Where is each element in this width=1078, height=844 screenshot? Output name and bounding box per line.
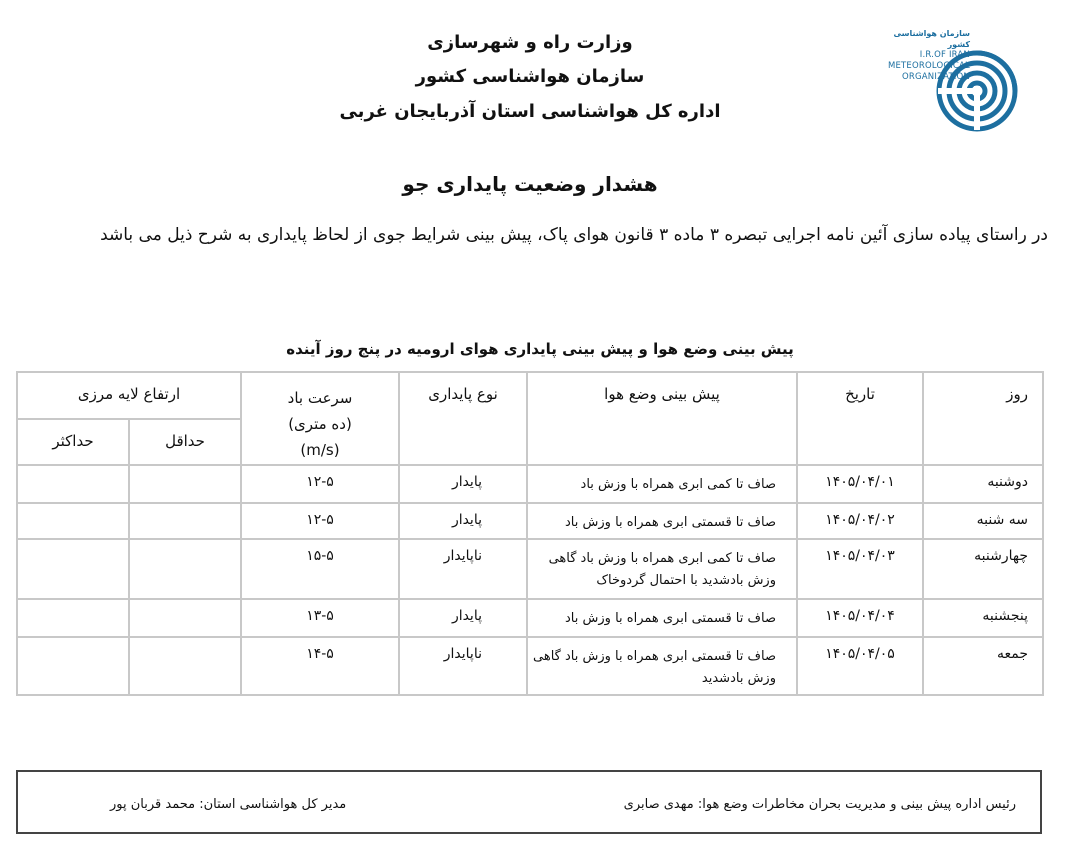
- header-forecast: پیش بینی وضع هوا: [527, 372, 797, 465]
- cell-date: ۱۴۰۵/۰۴/۰۵: [797, 637, 923, 695]
- cell-min: [129, 465, 241, 503]
- header-date: تاریخ: [797, 372, 923, 465]
- cell-date: ۱۴۰۵/۰۴/۰۴: [797, 599, 923, 637]
- logo-spiral-icon: [932, 46, 1022, 136]
- cell-day: دوشنبه: [923, 465, 1043, 503]
- document-title: هشدار وضعیت پایداری جو: [402, 172, 658, 196]
- provincial-office-name: اداره کل هواشناسی استان آذربایجان غربی: [339, 101, 721, 122]
- header-wind-speed: [241, 372, 399, 465]
- cell-date: ۱۴۰۵/۰۴/۰۳: [797, 539, 923, 599]
- cell-stability: ناپایدار: [399, 637, 527, 695]
- header-day: روز: [923, 372, 1043, 465]
- header-min: حداقل: [129, 419, 241, 466]
- cell-day: سه شنبه: [923, 503, 1043, 539]
- cell-day: پنجشنبه: [923, 599, 1043, 637]
- cell-date: ۱۴۰۵/۰۴/۰۱: [797, 465, 923, 503]
- cell-date: ۱۴۰۵/۰۴/۰۲: [797, 503, 923, 539]
- cell-wind: ۱۲-۵: [241, 503, 399, 539]
- cell-max: [17, 637, 129, 695]
- cell-forecast: صاف تا قسمتی ابری همراه با وزش باد: [527, 503, 797, 539]
- table-row: [17, 465, 1043, 503]
- cell-min: [129, 503, 241, 539]
- table-row: [17, 637, 1043, 695]
- cell-max: [17, 539, 129, 599]
- header-wind-line2: (ده متری): [288, 415, 352, 433]
- cell-wind: ۱۵-۵: [241, 539, 399, 599]
- logo-text-en3: ORGANIZATION: [902, 72, 970, 82]
- intro-paragraph: در راستای پیاده سازی آئین نامه اجرایی تبصره ۳ ماده ۳ قانون هوای پاک، پیش بینی شرایط جوی از لحاظ پایداری به شرح ذیل می باشد: [100, 225, 1048, 245]
- cell-min: [129, 539, 241, 599]
- cell-day: جمعه: [923, 637, 1043, 695]
- forecast-table: [16, 371, 1044, 696]
- header-wind-line3: (m/s): [300, 441, 340, 459]
- meteorological-organization-logo: [870, 22, 1020, 142]
- cell-forecast: صاف تا قسمتی ابری همراه با وزش باد: [527, 599, 797, 637]
- signature-box: [16, 770, 1042, 834]
- cell-stability: ناپایدار: [399, 539, 527, 599]
- header-stability: نوع پایداری: [399, 372, 527, 465]
- cell-wind: ۱۳-۵: [241, 599, 399, 637]
- cell-wind: ۱۴-۵: [241, 637, 399, 695]
- cell-min: [129, 599, 241, 637]
- cell-max: [17, 503, 129, 539]
- header-wind-line1: سرعت باد: [287, 389, 353, 407]
- cell-max: [17, 465, 129, 503]
- forecast-head-signature: رئیس اداره پیش بینی و مدیریت بحران مخاطرات وضع هوا: مهدی صابری: [623, 797, 1016, 812]
- header-boundary-layer: ارتفاع لایه مرزی: [17, 372, 241, 419]
- cell-forecast: صاف تا کمی ابری همراه با وزش باد: [527, 465, 797, 503]
- table-row: [17, 599, 1043, 637]
- logo-text-en2: METEOROLOGICAL: [887, 61, 970, 71]
- cell-min: [129, 637, 241, 695]
- table-row: [17, 503, 1043, 539]
- ministry-name: وزارت راه و شهرسازی: [427, 32, 633, 53]
- cell-forecast: صاف تا کمی ابری همراه با وزش باد گاهی وزش بادشدید با احتمال گردوخاک: [527, 539, 797, 599]
- cell-wind: ۱۲-۵: [241, 465, 399, 503]
- cell-max: [17, 599, 129, 637]
- logo-text-en1: I.R.OF IRAN: [919, 50, 970, 60]
- table-title: پیش بینی وضع هوا و پیش بینی پایداری هوای ارومیه در پنج روز آینده: [286, 340, 794, 358]
- cell-stability: پایدار: [399, 599, 527, 637]
- cell-stability: پایدار: [399, 503, 527, 539]
- table-row: [17, 539, 1043, 599]
- cell-day: چهارشنبه: [923, 539, 1043, 599]
- logo-text-fa: سازمان هواشناسی کشور: [893, 29, 970, 49]
- cell-stability: پایدار: [399, 465, 527, 503]
- table-header-row: [17, 372, 1043, 419]
- director-general-signature: مدیر کل هواشناسی استان: محمد قربان پور: [110, 797, 347, 812]
- cell-forecast: صاف تا قسمتی ابری همراه با وزش باد گاهی وزش بادشدید: [527, 637, 797, 695]
- header-max: حداکثر: [17, 419, 129, 466]
- organization-name: سازمان هواشناسی کشور: [415, 66, 645, 87]
